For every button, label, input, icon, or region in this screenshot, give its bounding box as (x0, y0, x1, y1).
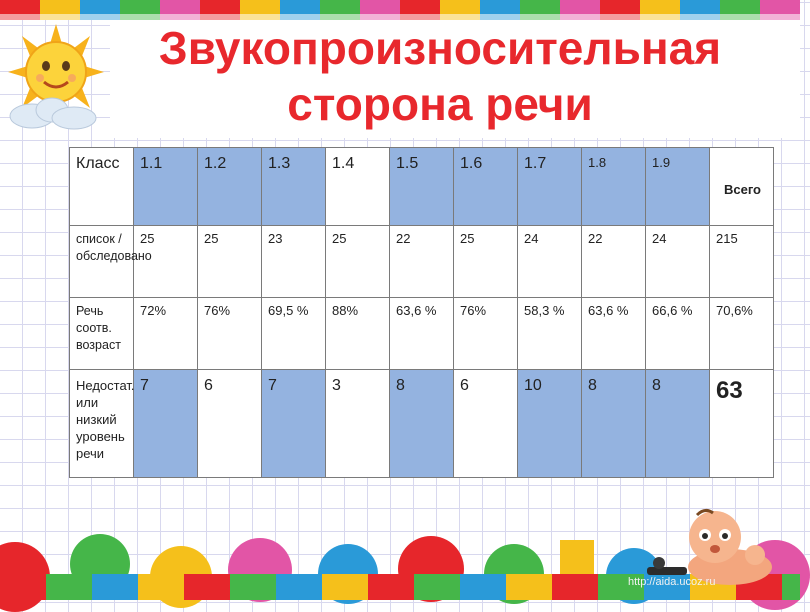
row-label-low-level: Недостат. или низкий уровень речи (70, 370, 134, 478)
table-cell: 88% (326, 298, 390, 370)
watermark-url: http://aida.ucoz.ru (628, 576, 716, 588)
table-cell: 25 (198, 226, 262, 298)
header-cell-1-1: 1.1 (134, 148, 198, 226)
header-cell-1-7: 1.7 (518, 148, 582, 226)
table-cell: 25 (326, 226, 390, 298)
table-cell: 6 (454, 370, 518, 478)
table-row (70, 370, 774, 478)
table-cell: 22 (582, 226, 646, 298)
table-cell-total: 63 (710, 370, 774, 478)
table-cell: 25 (134, 226, 198, 298)
table-cell: 58,3 % (518, 298, 582, 370)
table-cell: 24 (646, 226, 710, 298)
table-cell: 8 (390, 370, 454, 478)
table-cell: 63,6 % (390, 298, 454, 370)
header-cell-1-2: 1.2 (198, 148, 262, 226)
header-cell-1-6: 1.6 (454, 148, 518, 226)
table-cell: 66,6 % (646, 298, 710, 370)
table-cell: 69,5 % (262, 298, 326, 370)
table-cell: 63,6 % (582, 298, 646, 370)
table-cell: 6 (198, 370, 262, 478)
table-cell: 76% (454, 298, 518, 370)
table-cell: 24 (518, 226, 582, 298)
table-cell-total: 215 (710, 226, 774, 298)
table-cell: 8 (582, 370, 646, 478)
top-decorative-border (0, 0, 800, 20)
table-cell-total: 70,6% (710, 298, 774, 370)
header-cell-total: Всего (710, 148, 774, 226)
table-cell: 76% (198, 298, 262, 370)
header-cell-1-9: 1.9 (646, 148, 710, 226)
table-cell: 3 (326, 370, 390, 478)
page-title (110, 20, 770, 132)
header-cell-1-8: 1.8 (582, 148, 646, 226)
table-cell: 23 (262, 226, 326, 298)
table-cell: 7 (134, 370, 198, 478)
row-label-age-appropriate: Речь соотв. возраст (70, 298, 134, 370)
header-cell-1-4: 1.4 (326, 148, 390, 226)
speech-stats-table (69, 147, 774, 478)
table-cell: 7 (262, 370, 326, 478)
table-cell: 72% (134, 298, 198, 370)
table-header-row (70, 148, 774, 226)
header-cell-1-5: 1.5 (390, 148, 454, 226)
table-cell: 8 (646, 370, 710, 478)
title-line-1: Звукопроизносительная (158, 22, 722, 74)
table-cell: 22 (390, 226, 454, 298)
table-cell: 25 (454, 226, 518, 298)
title-line-2: сторона речи (287, 78, 593, 130)
sun-icon (4, 22, 108, 132)
header-cell-1-3: 1.3 (262, 148, 326, 226)
table-row (70, 298, 774, 370)
table-cell: 10 (518, 370, 582, 478)
decor-square (560, 540, 594, 574)
row-label-examined: список /обследовано (70, 226, 134, 298)
table-row (70, 226, 774, 298)
header-cell-class: Класс (70, 148, 134, 226)
